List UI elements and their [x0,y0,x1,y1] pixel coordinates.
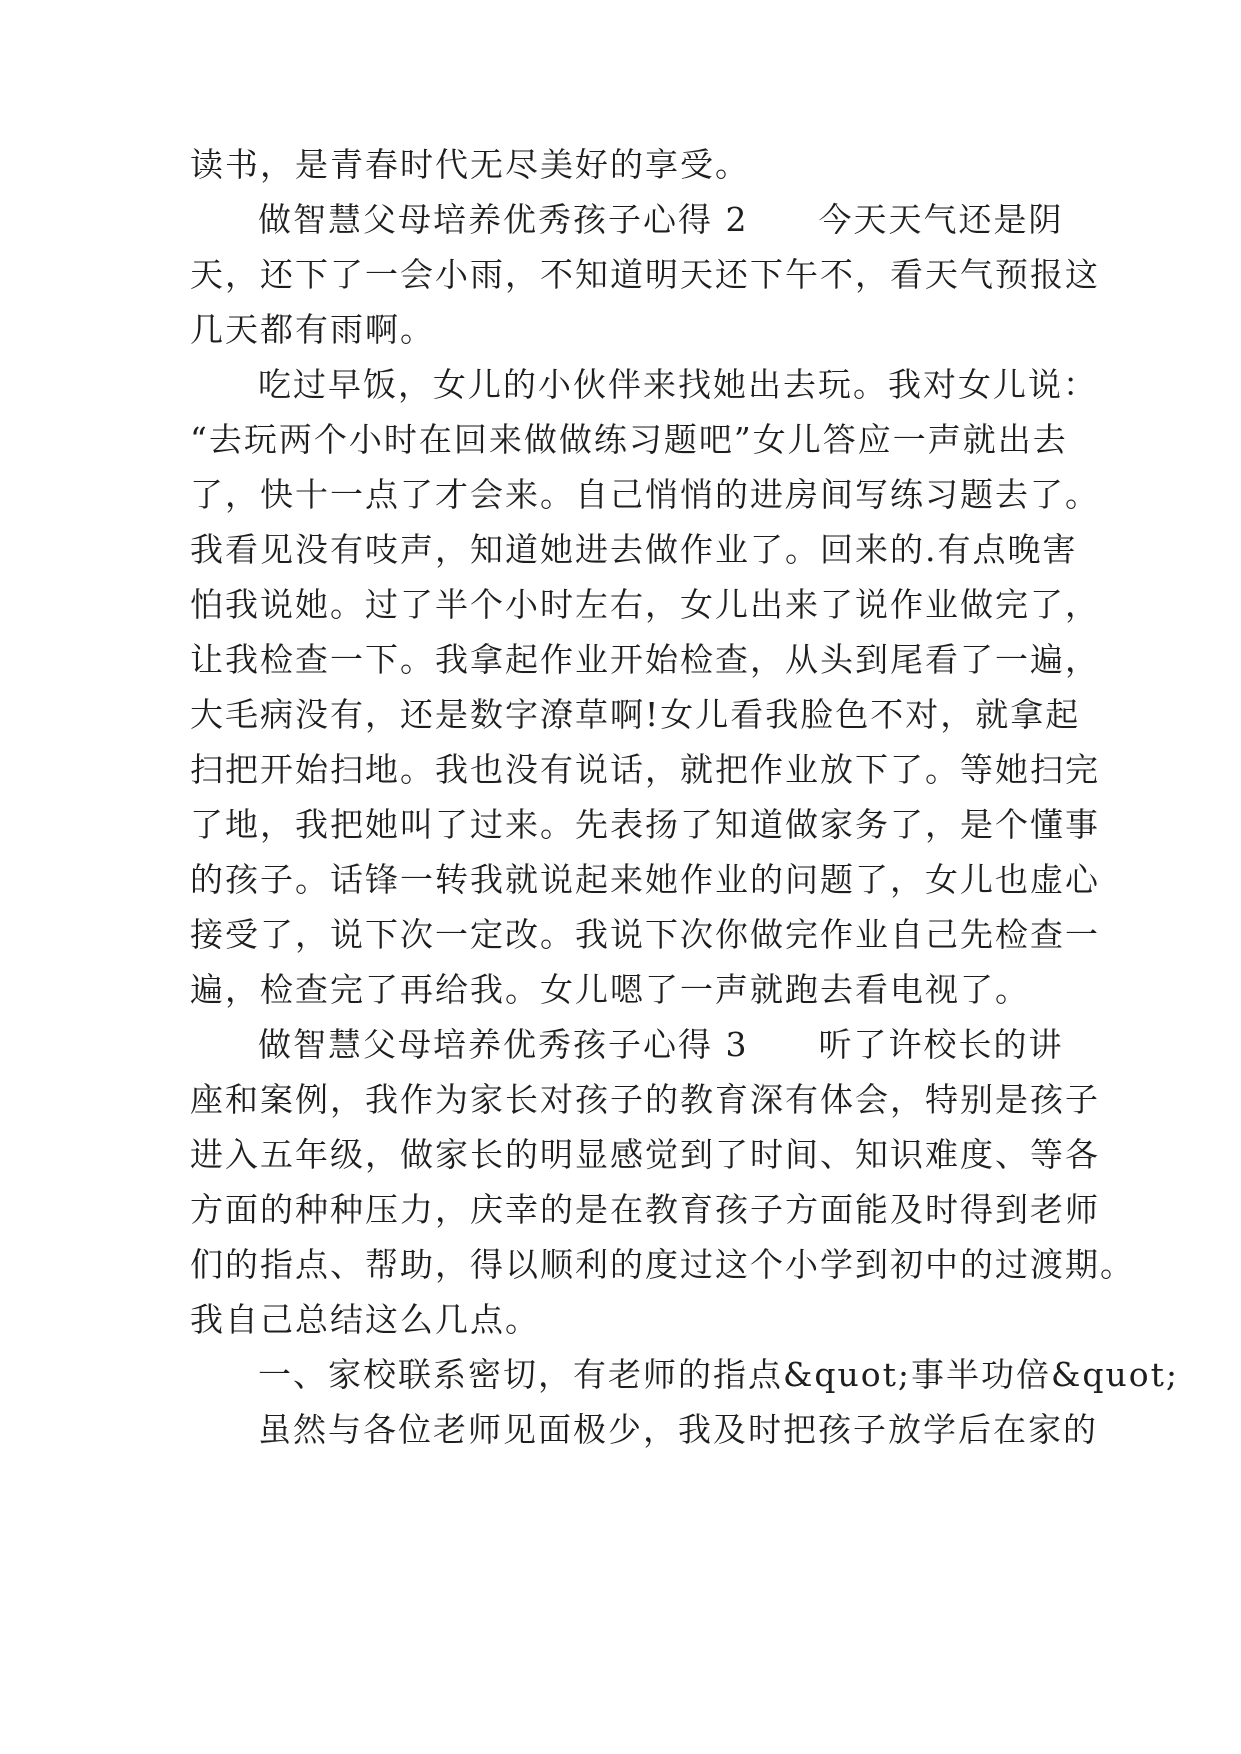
text-line: 读书，是青春时代无尽美好的享受。 [190,145,750,184]
text-line: 天，还下了一会小雨，不知道明天还下午不，看天气预报这 [190,255,1100,294]
text-line: 座和案例，我作为家长对孩子的教育深有体会，特别是孩子 [190,1080,1100,1119]
text-line: 我看见没有吱声，知道她进去做作业了。回来的.有点晚害 [190,530,1078,569]
text-line: 进入五年级，做家长的明显感觉到了时间、知识难度、等各 [190,1135,1100,1174]
text-line: 几天都有雨啊。 [190,310,435,349]
text-fragment: 听了许校长的讲 [818,1025,1064,1064]
text-line: 扫把开始扫地。我也没有说话，就把作业放下了。等她扫完 [190,750,1100,789]
text-line: 了地，我把她叫了过来。先表扬了知道做家务了，是个懂事 [190,805,1100,844]
section-heading-line [258,1025,1138,1065]
text-line: 怕我说她。过了半个小时左右，女儿出来了说作业做完了， [190,585,1100,624]
text-line: 大毛病没有，还是数字潦草啊!女儿看我脸色不对，就拿起 [190,695,1081,734]
section-heading: 做智慧父母培养优秀孩子心得 2 [258,200,749,239]
text-line: “去玩两个小时在回来做做练习题吧”女儿答应一声就出去 [190,420,1068,459]
text-line: 让我检查一下。我拿起作业开始检查，从头到尾看了一遍， [190,640,1100,679]
text-line: 了，快十一点了才会来。自己悄悄的进房间写练习题去了。 [190,475,1100,514]
text-fragment: 今天天气还是阴 [818,200,1064,239]
text-line: 方面的种种压力，庆幸的是在教育孩子方面能及时得到老师 [190,1190,1100,1229]
text-line: 们的指点、帮助，得以顺利的度过这个小学到初中的过渡期。 [190,1245,1135,1284]
text-line: 接受了，说下次一定改。我说下次你做完作业自己先检查一 [190,915,1100,954]
text-line: 吃过早饭，女儿的小伙伴来找她出去玩。我对女儿说： [258,365,1098,404]
text-line: 我自己总结这么几点。 [190,1300,540,1339]
text-line: 虽然与各位老师见面极少，我及时把孩子放学后在家的 [258,1410,1098,1449]
text-line: 遍，检查完了再给我。女儿嗯了一声就跑去看电视了。 [190,970,1030,1009]
text-line: 一、家校联系密切，有老师的指点&quot;事半功倍&quot; [258,1355,1179,1394]
text-line: 的孩子。话锋一转我就说起来她作业的问题了，女儿也虚心 [190,860,1100,899]
section-heading: 做智慧父母培养优秀孩子心得 3 [258,1025,749,1064]
section-heading-line [258,200,1138,240]
